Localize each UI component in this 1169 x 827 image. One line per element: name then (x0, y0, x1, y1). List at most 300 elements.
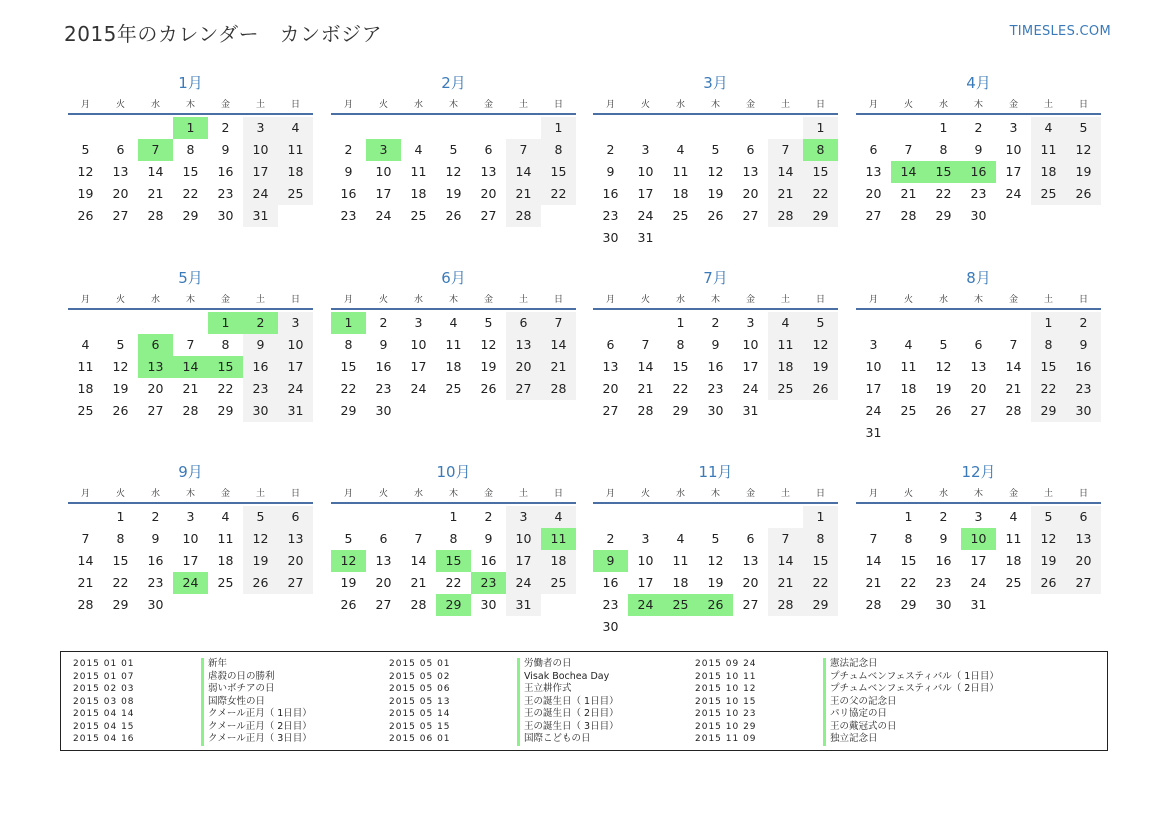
holiday-name: 王の誕生日（ 2日目） (517, 708, 619, 721)
day-cell: 24 (865, 403, 882, 418)
day-cell: 18 (445, 359, 462, 374)
week-row (331, 356, 576, 378)
week-row (331, 378, 576, 400)
day-cell: 13 (375, 553, 392, 568)
weekday-label: 水 (675, 489, 685, 499)
holiday-day-cell: 1 (331, 312, 366, 334)
day-cell: 26 (340, 597, 357, 612)
day-cell: 5 (1031, 506, 1066, 528)
day-cell: 21 (865, 575, 882, 590)
holiday-name: 王の父の記念日 (823, 696, 897, 709)
weekday-header (593, 97, 838, 111)
day-cell: 14 (506, 161, 541, 183)
day-cell: 4 (541, 506, 576, 528)
day-cell: 17 (637, 575, 654, 590)
empty-cell (628, 616, 663, 638)
weekday-label: 金 (745, 295, 755, 305)
header-rule (856, 502, 1101, 504)
holiday-name: 虐殺の日の勝利 (201, 671, 275, 684)
day-cell: 4 (676, 531, 685, 546)
weekday-label: 日 (1078, 100, 1088, 110)
day-cell: 17 (1005, 164, 1022, 179)
holiday-row (695, 721, 999, 734)
holiday-name: 弱いボチアの日 (201, 683, 275, 696)
day-cell: 18 (217, 553, 234, 568)
empty-cell (593, 117, 628, 139)
holiday-day-cell: 2 (243, 312, 278, 334)
holiday-list (60, 651, 1108, 751)
day-cell: 13 (1066, 528, 1101, 550)
day-cell: 23 (375, 381, 392, 396)
header-rule (593, 502, 838, 504)
weekday-label: 月 (343, 489, 353, 499)
day-cell: 3 (974, 509, 983, 524)
day-cell: 21 (410, 575, 427, 590)
holiday-column (389, 658, 619, 746)
day-cell: 4 (449, 315, 458, 330)
holiday-day-cell: 6 (138, 334, 173, 356)
week-row (331, 528, 576, 550)
day-cell: 13 (865, 164, 882, 179)
day-cell: 26 (112, 403, 129, 418)
day-cell: 12 (707, 164, 724, 179)
day-cell: 14 (768, 161, 803, 183)
holiday-day-cell: 7 (138, 139, 173, 161)
week-row (593, 594, 838, 616)
day-cell: 29 (217, 403, 234, 418)
month-block (856, 267, 1101, 444)
day-cell: 30 (217, 208, 234, 223)
day-cell: 31 (865, 425, 882, 440)
weekday-label: 火 (378, 295, 388, 305)
day-cell: 19 (77, 186, 94, 201)
day-cell: 12 (707, 553, 724, 568)
day-cell: 21 (1005, 381, 1022, 396)
week-row (593, 334, 838, 356)
day-cell: 6 (1066, 506, 1101, 528)
day-cell: 18 (672, 186, 689, 201)
empty-cell (768, 117, 803, 139)
day-cell: 20 (742, 186, 759, 201)
week-row (68, 400, 313, 422)
day-cell: 23 (602, 208, 619, 223)
day-cell: 30 (602, 230, 619, 245)
weekday-label: 金 (745, 100, 755, 110)
holiday-row (389, 658, 619, 671)
empty-cell (733, 227, 768, 249)
day-cell: 25 (900, 403, 917, 418)
day-cell: 9 (1066, 334, 1101, 356)
holiday-row (695, 696, 999, 709)
month-block (331, 72, 576, 227)
day-cell: 22 (672, 381, 689, 396)
empty-cell (891, 117, 926, 139)
day-cell: 21 (77, 575, 94, 590)
day-cell: 11 (217, 531, 234, 546)
day-cell: 26 (803, 378, 838, 400)
weekday-label: 水 (938, 489, 948, 499)
week-row (593, 205, 838, 227)
day-cell: 26 (243, 572, 278, 594)
day-cell: 19 (243, 550, 278, 572)
empty-cell (331, 506, 366, 528)
day-cell: 20 (742, 575, 759, 590)
day-cell: 1 (541, 117, 576, 139)
weekday-label: 月 (868, 295, 878, 305)
day-cell: 28 (541, 378, 576, 400)
holiday-column (73, 658, 312, 746)
week-row (68, 205, 313, 227)
week-row (331, 594, 576, 616)
week-row (68, 183, 313, 205)
weekday-label: 金 (483, 295, 493, 305)
month-title: 5月 (178, 269, 203, 287)
empty-cell (733, 117, 768, 139)
page-title: 2015年のカレンダー カンボジア (64, 22, 383, 46)
day-cell: 31 (742, 403, 759, 418)
empty-cell (436, 400, 471, 422)
weekday-label: 土 (1043, 295, 1053, 305)
holiday-row (389, 733, 619, 746)
empty-cell (1066, 205, 1101, 227)
weekday-label: 水 (675, 100, 685, 110)
empty-cell (68, 506, 103, 528)
holiday-date: 2015 01 07 (73, 671, 135, 682)
day-cell: 8 (939, 142, 948, 157)
day-cell: 3 (243, 117, 278, 139)
day-cell: 3 (414, 315, 423, 330)
month-block (593, 72, 838, 249)
day-cell: 3 (869, 337, 878, 352)
weekday-label: 日 (815, 489, 825, 499)
weekday-label: 月 (80, 100, 90, 110)
day-cell: 11 (900, 359, 917, 374)
holiday-name: クメール正月（ 3日目） (201, 733, 312, 746)
holiday-date: 2015 10 15 (695, 696, 757, 707)
holiday-row (73, 708, 312, 721)
day-cell: 23 (602, 597, 619, 612)
weekday-label: 土 (1043, 100, 1053, 110)
day-cell: 14 (77, 553, 94, 568)
weekday-label: 金 (745, 489, 755, 499)
weekday-header (593, 486, 838, 500)
month-title: 2月 (441, 74, 466, 92)
empty-cell (1066, 594, 1101, 616)
day-cell: 11 (278, 139, 313, 161)
holiday-row (695, 708, 999, 721)
day-cell: 9 (221, 142, 230, 157)
day-cell: 6 (746, 142, 755, 157)
weekday-label: 火 (640, 100, 650, 110)
header-rule (68, 113, 313, 115)
holiday-day-cell: 15 (208, 356, 243, 378)
holiday-day-cell: 9 (593, 550, 628, 572)
day-cell: 21 (506, 183, 541, 205)
day-cell: 3 (641, 142, 650, 157)
empty-cell (541, 205, 576, 227)
holiday-name: 国際こどもの日 (517, 733, 591, 746)
day-cell: 15 (182, 164, 199, 179)
holiday-row (73, 658, 312, 671)
weekday-label: 金 (1008, 295, 1018, 305)
week-row (68, 161, 313, 183)
weekday-label: 火 (115, 100, 125, 110)
day-cell: 2 (379, 315, 388, 330)
day-cell: 10 (410, 337, 427, 352)
day-cell: 10 (506, 528, 541, 550)
day-cell: 16 (602, 575, 619, 590)
month-block (68, 267, 313, 422)
week-row (331, 312, 576, 334)
holiday-name: 新年 (201, 658, 227, 671)
day-cell: 20 (1066, 550, 1101, 572)
weekday-label: 金 (483, 489, 493, 499)
month-block (593, 267, 838, 422)
empty-cell (768, 227, 803, 249)
day-cell: 23 (935, 575, 952, 590)
day-cell: 23 (1066, 378, 1101, 400)
day-cell: 20 (480, 186, 497, 201)
day-cell: 17 (278, 356, 313, 378)
weekday-label: 日 (815, 295, 825, 305)
day-cell: 29 (1031, 400, 1066, 422)
day-cell: 22 (112, 575, 129, 590)
day-cell: 10 (243, 139, 278, 161)
holiday-column (695, 658, 999, 746)
day-cell: 4 (278, 117, 313, 139)
day-cell: 25 (1031, 183, 1066, 205)
day-cell: 27 (112, 208, 129, 223)
day-cell: 20 (970, 381, 987, 396)
day-cell: 21 (900, 186, 917, 201)
weekday-label: 火 (378, 489, 388, 499)
day-cell: 31 (637, 230, 654, 245)
day-cell: 21 (541, 356, 576, 378)
day-cell: 30 (147, 597, 164, 612)
day-cell: 25 (672, 208, 689, 223)
week-row (331, 139, 576, 161)
day-cell: 28 (768, 594, 803, 616)
holiday-day-cell: 25 (663, 594, 698, 616)
weekday-label: 火 (115, 295, 125, 305)
holiday-name: 王立耕作式 (517, 683, 572, 696)
empty-cell (996, 422, 1031, 444)
empty-cell (803, 616, 838, 638)
weekday-label: 水 (150, 295, 160, 305)
day-cell: 16 (707, 359, 724, 374)
holiday-row (389, 683, 619, 696)
empty-cell (593, 506, 628, 528)
weekday-label: 金 (1008, 100, 1018, 110)
weekday-label: 月 (343, 295, 353, 305)
day-cell: 19 (112, 381, 129, 396)
day-cell: 15 (672, 359, 689, 374)
day-cell: 15 (541, 161, 576, 183)
day-cell: 9 (379, 337, 388, 352)
empty-cell (663, 506, 698, 528)
brand-logo: TIMESLES.COM (1009, 24, 1111, 39)
day-cell: 2 (151, 509, 160, 524)
day-cell: 26 (1031, 572, 1066, 594)
day-cell: 28 (768, 205, 803, 227)
weekday-label: 水 (150, 100, 160, 110)
holiday-date: 2015 05 14 (389, 709, 451, 719)
week-row (593, 312, 838, 334)
day-cell: 26 (445, 208, 462, 223)
empty-cell (1031, 205, 1066, 227)
day-cell: 4 (414, 142, 423, 157)
day-cell: 6 (379, 531, 388, 546)
day-cell: 9 (939, 531, 948, 546)
empty-cell (768, 400, 803, 422)
day-cell: 10 (278, 334, 313, 356)
week-row (856, 550, 1101, 572)
day-cell: 24 (243, 183, 278, 205)
month-block (331, 267, 576, 422)
day-cell: 19 (707, 575, 724, 590)
empty-cell (663, 616, 698, 638)
empty-cell (541, 594, 576, 616)
weekday-label: 木 (973, 489, 983, 499)
day-cell: 16 (602, 186, 619, 201)
weekday-label: 土 (1043, 489, 1053, 499)
empty-cell (891, 422, 926, 444)
day-cell: 16 (243, 356, 278, 378)
day-cell: 5 (803, 312, 838, 334)
empty-cell (138, 312, 173, 334)
month-block (856, 72, 1101, 227)
day-cell: 26 (1066, 183, 1101, 205)
holiday-name: 独立記念日 (823, 733, 878, 746)
day-cell: 26 (77, 208, 94, 223)
empty-cell (996, 312, 1031, 334)
day-cell: 27 (506, 378, 541, 400)
weekday-header (856, 292, 1101, 306)
weekday-header (331, 486, 576, 500)
empty-cell (698, 616, 733, 638)
day-cell: 1 (939, 120, 948, 135)
day-cell: 3 (746, 315, 755, 330)
day-cell: 1 (904, 509, 913, 524)
day-cell: 20 (865, 186, 882, 201)
holiday-date: 2015 10 23 (695, 709, 757, 719)
week-row (593, 183, 838, 205)
week-row (593, 356, 838, 378)
day-cell: 9 (151, 531, 160, 546)
day-cell: 6 (506, 312, 541, 334)
header-rule (331, 308, 576, 310)
day-cell: 12 (1031, 528, 1066, 550)
holiday-date: 2015 10 12 (695, 684, 757, 694)
week-row (68, 378, 313, 400)
day-cell: 25 (217, 575, 234, 590)
day-cell: 29 (340, 403, 357, 418)
day-cell: 8 (904, 531, 913, 546)
empty-cell (366, 506, 401, 528)
holiday-day-cell: 1 (173, 117, 208, 139)
day-cell: 27 (480, 208, 497, 223)
holiday-row (695, 733, 999, 746)
empty-cell (856, 117, 891, 139)
day-cell: 21 (182, 381, 199, 396)
day-cell: 17 (506, 550, 541, 572)
empty-cell (401, 506, 436, 528)
empty-cell (103, 312, 138, 334)
day-cell: 18 (768, 356, 803, 378)
weekday-label: 月 (605, 100, 615, 110)
day-cell: 30 (935, 597, 952, 612)
day-cell: 14 (541, 334, 576, 356)
day-cell: 10 (865, 359, 882, 374)
weekday-label: 月 (605, 489, 615, 499)
empty-cell (961, 422, 996, 444)
weekday-label: 日 (1078, 489, 1088, 499)
week-row (856, 378, 1101, 400)
empty-cell (401, 400, 436, 422)
day-cell: 19 (1066, 161, 1101, 183)
header-rule (331, 502, 576, 504)
day-cell: 7 (506, 139, 541, 161)
empty-cell (593, 312, 628, 334)
week-row (331, 334, 576, 356)
day-cell: 9 (974, 142, 983, 157)
empty-cell (698, 227, 733, 249)
month-block (856, 461, 1101, 616)
day-cell: 2 (939, 509, 948, 524)
empty-cell (891, 312, 926, 334)
week-row (856, 205, 1101, 227)
day-cell: 27 (742, 597, 759, 612)
weekday-label: 土 (780, 489, 790, 499)
day-cell: 25 (445, 381, 462, 396)
day-cell: 7 (768, 528, 803, 550)
holiday-name: パリ協定の日 (823, 708, 887, 721)
month-title: 3月 (703, 74, 728, 92)
holiday-date: 2015 05 02 (389, 671, 451, 682)
empty-cell (541, 400, 576, 422)
day-cell: 27 (1066, 572, 1101, 594)
day-cell: 2 (606, 142, 615, 157)
empty-cell (698, 506, 733, 528)
day-cell: 18 (77, 381, 94, 396)
day-cell: 11 (445, 337, 462, 352)
day-cell: 5 (344, 531, 353, 546)
week-row (68, 572, 313, 594)
day-cell: 30 (602, 619, 619, 634)
weekday-label: 日 (1078, 295, 1088, 305)
month-title: 4月 (966, 74, 991, 92)
holiday-date: 2015 05 01 (389, 659, 451, 669)
day-cell: 11 (672, 553, 689, 568)
day-cell: 19 (340, 575, 357, 590)
holiday-date: 2015 10 11 (695, 671, 757, 682)
week-row (856, 400, 1101, 422)
day-cell: 9 (606, 164, 615, 179)
holiday-date: 2015 04 16 (73, 734, 135, 744)
day-cell: 23 (243, 378, 278, 400)
empty-cell (733, 506, 768, 528)
day-cell: 29 (112, 597, 129, 612)
day-cell: 16 (480, 553, 497, 568)
weekday-label: 水 (938, 100, 948, 110)
day-cell: 5 (449, 142, 458, 157)
day-cell: 29 (803, 594, 838, 616)
holiday-date: 2015 04 14 (73, 709, 135, 719)
day-cell: 28 (865, 597, 882, 612)
day-cell: 9 (344, 164, 353, 179)
week-row (331, 550, 576, 572)
day-cell: 24 (970, 575, 987, 590)
